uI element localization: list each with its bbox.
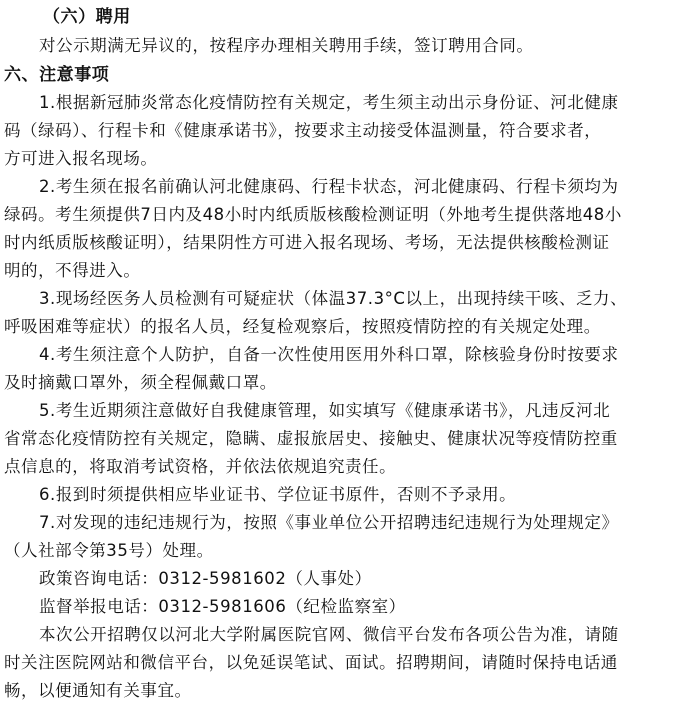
closing-paragraph-line: 本次公开招聘仅以河北大学附属医院官网、微信平台发布各项公告为准，请随 [39, 625, 619, 644]
notice-item-4-line: 及时摘戴口罩外，须全程佩戴口罩。 [4, 373, 277, 392]
paragraph-line: 对公示期满无异议的，按程序办理相关聘用手续，签订聘用合同。 [39, 36, 534, 55]
notice-item-2-line: 时内纸质版核酸证明），结果阴性方可进入报名现场、考场，无法提供核酸检测证 [4, 233, 610, 252]
notice-item-2-line: 明的，不得进入。 [4, 261, 141, 280]
notice-item-6-line: 6.报到时须提供相应毕业证书、学位证书原件，否则不予录用。 [39, 485, 517, 504]
notice-item-5-line: 点信息的，将取消考试资格，并依法依规追究责任。 [4, 457, 397, 476]
notice-item-1-line: 1.根据新冠肺炎常态化疫情防控有关规定，考生须主动出示身份证、河北健康 [39, 93, 619, 112]
notice-item-3-line: 呼吸困难等症状）的报名人员，经复检观察后，按照疫情防控的有关规定处理。 [4, 317, 601, 336]
notice-item-4-line: 4.考生须注意个人防护，自备一次性使用医用外科口罩，除核验身份时按要求 [39, 345, 619, 364]
notice-item-1-line: 方可进入报名现场。 [4, 149, 158, 168]
section-heading-notes: 六、注意事项 [4, 65, 110, 85]
supervision-report-phone: 监督举报电话：0312-5981606（纪检监察室） [39, 597, 406, 616]
closing-paragraph-line: 畅，以便通知有关事宜。 [4, 681, 192, 700]
subsection-heading-hiring: （六）聘用 [43, 7, 131, 27]
notice-item-5-line: 5.考生近期须注意做好自我健康管理，如实填写《健康承诺书》，凡违反河北 [39, 401, 611, 420]
policy-consult-phone: 政策咨询电话：0312-5981602（人事处） [39, 569, 372, 588]
notice-item-7-line: （人社部令第35号）处理。 [4, 541, 214, 560]
notice-item-1-line: 码（绿码）、行程卡和《健康承诺书》，按要求主动接受体温测量，符合要求者， [4, 121, 602, 140]
closing-paragraph-line: 时关注医院网站和微信平台，以免延误笔试、面试。招聘期间，请随时保持电话通 [4, 653, 618, 672]
notice-item-2-line: 绿码。考生须提供7日内及48小时内纸质版核酸检测证明（外地考生提供落地48小 [4, 205, 622, 224]
notice-item-3-line: 3.现场经医务人员检测有可疑症状（体温37.3°C以上，出现持续干咳、乏力、 [39, 289, 628, 308]
notice-item-7-line: 7.对发现的违纪违规行为，按照《事业单位公开招聘违纪违规行为处理规定》 [39, 513, 619, 532]
notice-item-5-line: 省常态化疫情防控有关规定，隐瞒、虚报旅居史、接触史、健康状况等疫情防控重 [4, 429, 618, 448]
notice-item-2-line: 2.考生须在报名前确认河北健康码、行程卡状态，河北健康码、行程卡须均为 [39, 177, 619, 196]
